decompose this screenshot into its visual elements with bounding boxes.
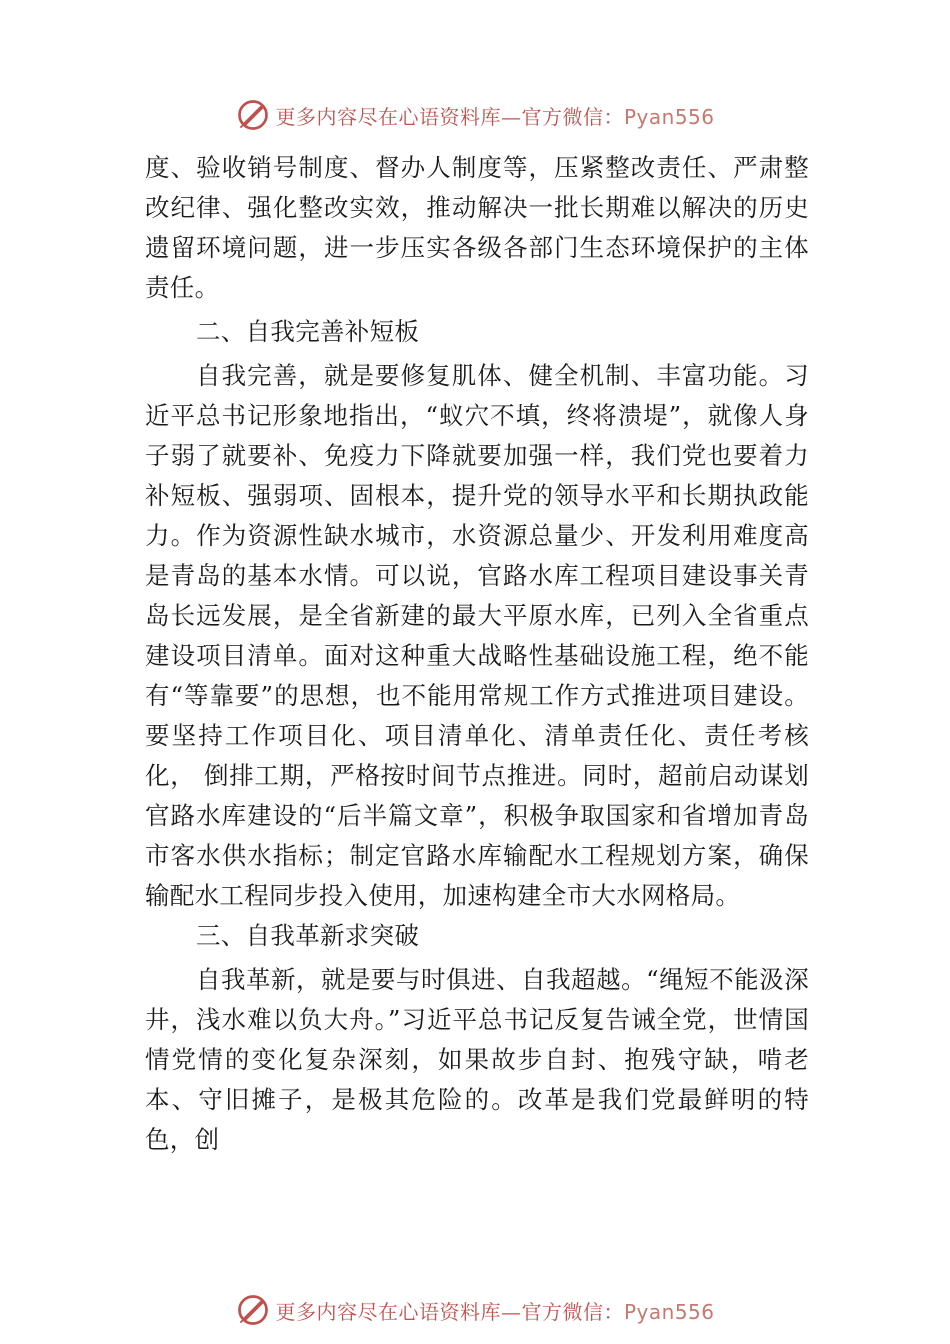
paragraph-self-renewal: 自我革新，就是要与时俱进、自我超越。“绳短不能汲深井，浅水难以负大舟。”习近平总书记反复告诫全党，世情国情党情的变化复杂深刻，如果故步自封、抱残守缺，啃老本、守旧摊子，是极其危险的。改革是我们党最鲜明的特色，创 [145,965,809,1154]
section-heading-2: 二、自我完善补短板 [196,317,420,346]
paragraph-continued: 度、验收销号制度、督办人制度等，压紧整改责任、严肃整改纪律、强化整改实效，推动解决一批长期难以解决的历史遗留环境问题，进一步压实各级各部门生态环境保护的主体责任。 [145,153,809,302]
section-heading-3: 三、自我革新求突破 [196,921,420,950]
header-banner-text: 更多内容尽在心语资料库—官方微信：Pyan556 [275,104,715,129]
header-banner [0,95,950,135]
paragraph-self-improvement: 自我完善，就是要修复肌体、健全机制、丰富功能。习近平总书记形象地指出，“蚁穴不填，终将溃堤”，就像人身子弱了就要补、免疫力下降就要加强一样，我们党也要着力补短板、强弱项、固根本，提升党的领导水平和长期执政能力。作为资源性缺水城市，水资源总量少、开发利用难度高是青岛的基本水情。可以说，官路水库工程项目建设事关青岛长远发展，是全省新建的最大平原水库，已列入全省重点建设项目清单。面对这种重大战略性基础设施工程，绝不能有“等靠要”的思想，也不能用常规工作方式推进项目建设。要坚持工作项目化、项目清单化、清单责任化、责任考核化， 倒排工期，严格按时间节点推进。同时，超前启动谋划官路水库建设的“后半篇文章”，积极争取国家和省增加青岛市客水供水指标；制定官路水库输配水工程规划方案，确保输配水工程同步投入使用，加速构建全市大水网格局。 [145,361,809,910]
quill-pen-logo-icon [235,1292,271,1328]
footer-banner [0,1290,950,1330]
footer-banner-text: 更多内容尽在心语资料库—官方微信：Pyan556 [275,1299,715,1324]
document-body [145,148,809,1160]
quill-pen-logo-icon [235,97,271,133]
